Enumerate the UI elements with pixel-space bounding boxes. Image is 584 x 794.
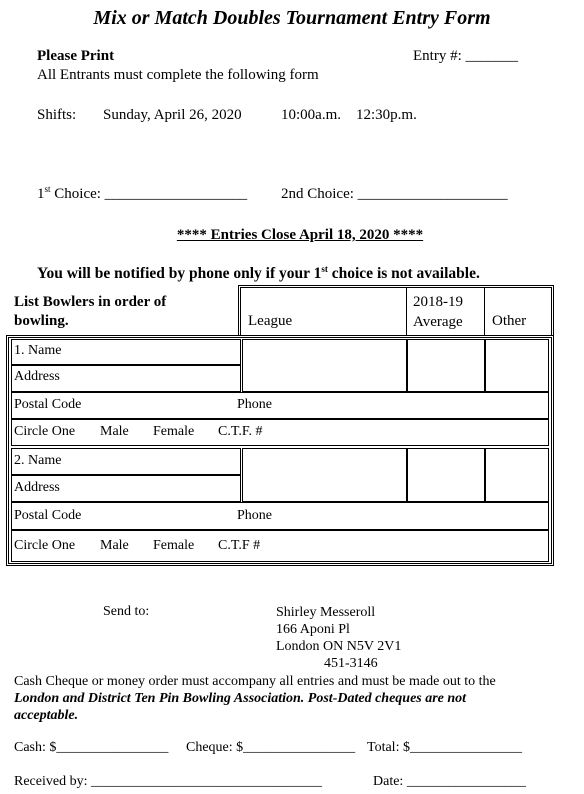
bowler1-league-cell[interactable]: [242, 339, 407, 392]
bowler2-circle-label: Circle One: [14, 538, 76, 553]
list-header-line2: bowling.: [14, 313, 69, 329]
payment-note-plain: Cash Cheque or money order must accompany all entries and must be made out to the: [14, 674, 496, 689]
payment-note-italic-1: London and District Ten Pin Bowling Association. Post-Dated cheques are not: [14, 691, 467, 706]
notify-pre: You will be notified by phone only if your 1: [37, 265, 322, 282]
bowler2-name-label: 2. Name: [14, 453, 62, 468]
col-average: [413, 292, 463, 332]
bowler2-female-option[interactable]: Female: [153, 538, 195, 553]
payment-note: [14, 673, 496, 724]
second-choice-field[interactable]: 2nd Choice: ____________________: [281, 186, 508, 202]
received-by-field[interactable]: Received by: _________________________________: [14, 774, 322, 789]
notify-post: choice is not available.: [327, 265, 480, 282]
bowler1-circle-row[interactable]: [11, 419, 549, 446]
bowler1-ctf-label: C.T.F. #: [218, 424, 263, 439]
send-to-phone: 451-3146: [324, 656, 378, 671]
bowler2-postal-label: Postal Code: [14, 508, 82, 523]
form-title: Mix or Match Doubles Tournament Entry Form: [93, 7, 491, 29]
bowler1-name-label: 1. Name: [14, 343, 62, 358]
shift-time-1[interactable]: 10:00a.m.: [281, 107, 341, 123]
list-bowlers-header: [14, 293, 166, 331]
bowler2-phone-label: Phone: [237, 508, 272, 523]
notification-note: [37, 265, 480, 283]
bowler2-circle-row[interactable]: [11, 530, 549, 562]
first-choice-sup: st: [44, 184, 51, 194]
send-to-name: Shirley Messeroll: [276, 605, 376, 620]
first-choice-label: Choice: ___________________: [50, 186, 248, 202]
cash-field[interactable]: Cash: $________________: [14, 740, 169, 755]
send-to-label: Send to:: [103, 604, 150, 619]
bowler1-other-cell[interactable]: [485, 339, 549, 392]
bowler2-male-option[interactable]: Male: [100, 538, 129, 553]
bowler2-other-cell[interactable]: [485, 448, 549, 502]
shift-time-2[interactable]: 12:30p.m.: [356, 107, 417, 123]
bowler2-average-cell[interactable]: [407, 448, 485, 502]
bowler1-postal-label: Postal Code: [14, 397, 82, 412]
bowler2-postal-row[interactable]: [11, 502, 549, 530]
shifts-label: Shifts:: [37, 107, 77, 123]
bowler1-postal-row[interactable]: [11, 392, 549, 419]
bowler1-address-label: Address: [14, 369, 60, 384]
bowler1-female-option[interactable]: Female: [153, 424, 195, 439]
total-field[interactable]: Total: $________________: [367, 740, 522, 755]
first-choice-number: 1: [37, 186, 45, 202]
entry-number-field[interactable]: Entry #: _______: [413, 48, 518, 64]
bowler2-league-cell[interactable]: [242, 448, 407, 502]
list-header-line1: List Bowlers in order of: [14, 294, 167, 310]
bowler1-circle-label: Circle One: [14, 424, 76, 439]
bowler2-address-label: Address: [14, 480, 60, 495]
please-print: Please Print: [37, 48, 115, 64]
bowler1-average-cell[interactable]: [407, 339, 485, 392]
entries-close-notice: **** Entries Close April 18, 2020 ****: [176, 227, 424, 243]
col-league: League: [248, 313, 293, 329]
shift-date: Sunday, April 26, 2020: [103, 107, 242, 123]
cheque-field[interactable]: Cheque: $________________: [186, 740, 356, 755]
bowler2-ctf-label: C.T.F #: [218, 538, 261, 553]
bowler1-male-option[interactable]: Male: [100, 424, 129, 439]
first-choice-field[interactable]: [37, 186, 247, 203]
all-entrants-note: All Entrants must complete the following form: [37, 67, 319, 83]
notify-sup: st: [321, 263, 328, 274]
date-field[interactable]: Date: _________________: [373, 774, 526, 789]
col-average-line2: Average: [413, 314, 463, 330]
send-to-city: London ON N5V 2V1: [276, 639, 402, 654]
col-other: Other: [492, 313, 527, 329]
col-average-line1: 2018-19: [413, 294, 463, 310]
send-to-address: [276, 604, 401, 672]
send-to-street: 166 Aponi Pl: [276, 622, 350, 637]
bowler1-phone-label: Phone: [237, 397, 272, 412]
payment-note-italic-2: acceptable.: [14, 708, 79, 723]
